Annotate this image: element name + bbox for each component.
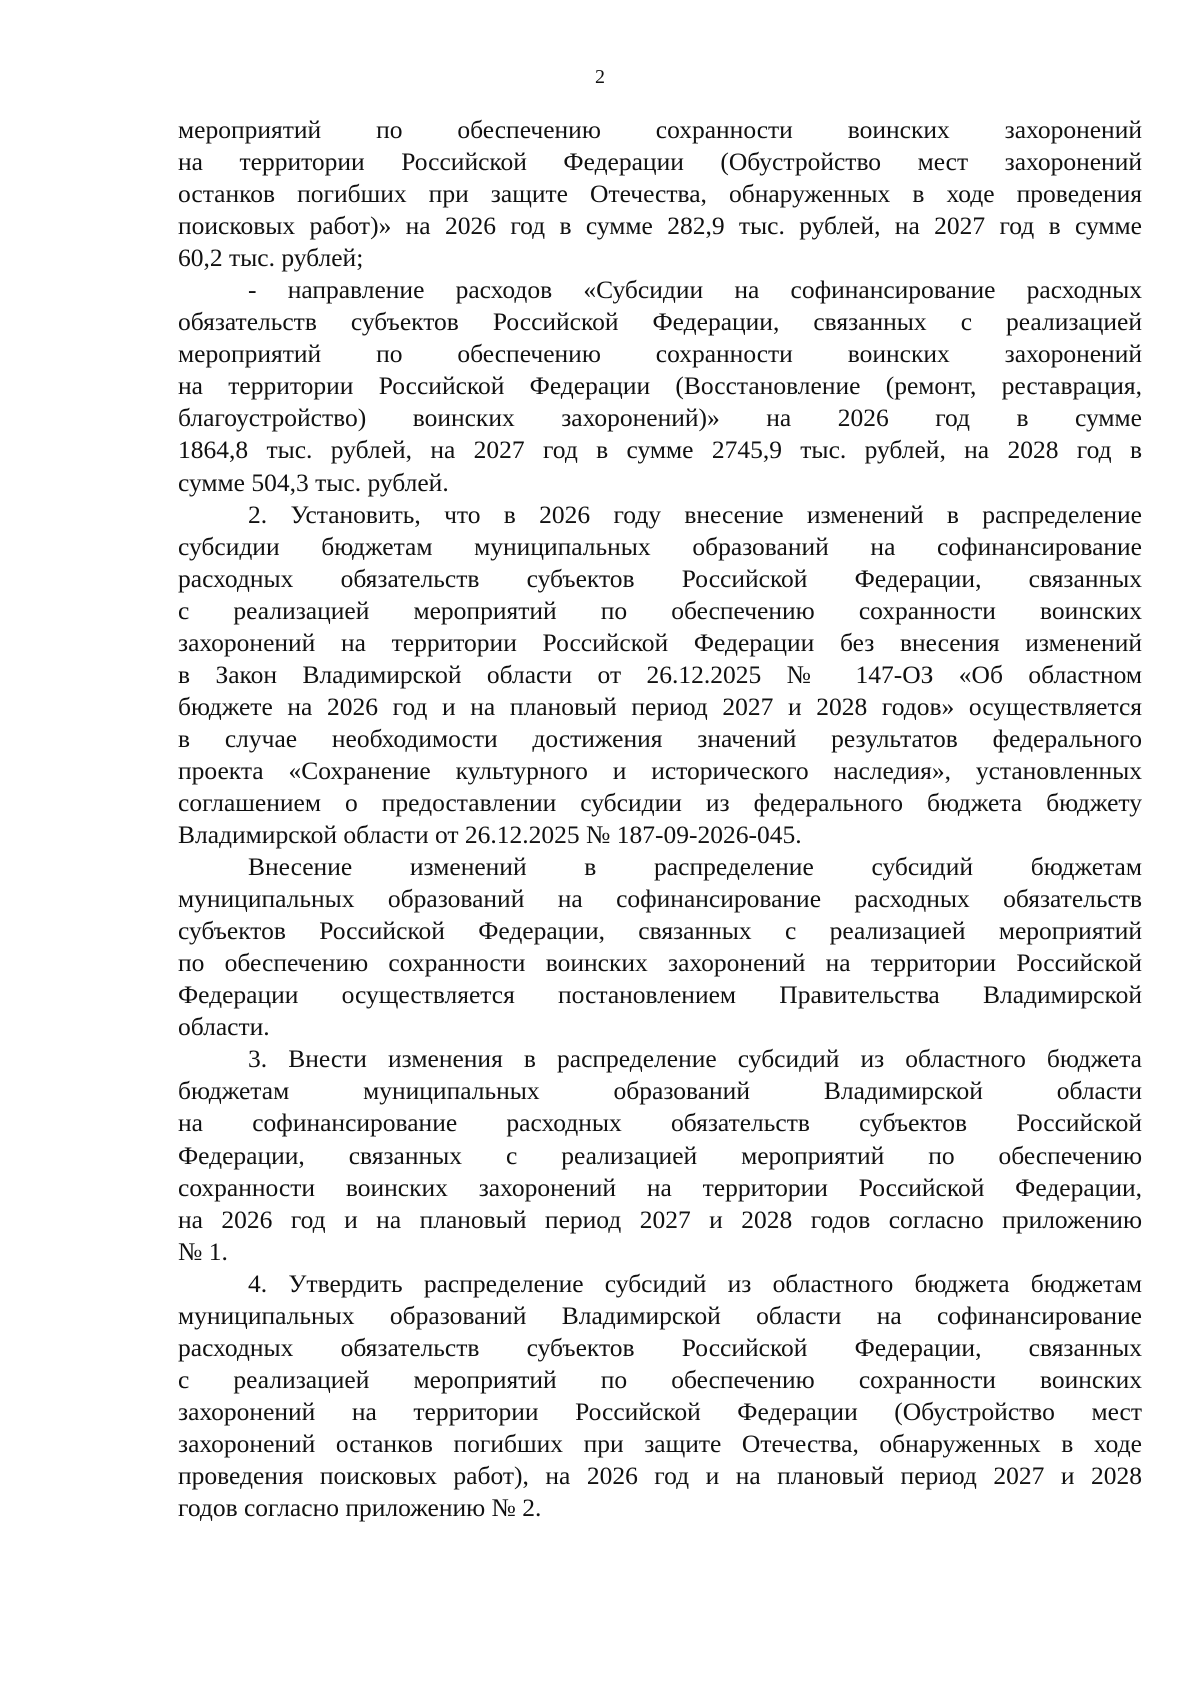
text-line: на софинансирование расходных обязательств субъектов Российской: [178, 1108, 1142, 1138]
text-line: 2. Установить, что в 2026 году внесение изменений в распределение: [248, 499, 1142, 529]
text-line: мероприятий по обеспечению сохранности воинских захоронений: [178, 339, 1142, 369]
document-body: [178, 114, 1142, 1524]
text-line: годов согласно приложению № 2.: [178, 1493, 542, 1523]
text-line: мероприятий по обеспечению сохранности воинских захоронений: [178, 115, 1142, 144]
text-line: в случае необходимости достижения значений результатов федерального: [178, 723, 1142, 753]
text-line: на территории Российской Федерации (Восстановление (ремонт, реставрация,: [178, 371, 1142, 401]
text-line: субъектов Российской Федерации, связанных с реализацией мероприятий: [178, 916, 1142, 946]
text-line: Владимирской области от 26.12.2025 № 187-09-2026-045.: [178, 820, 802, 850]
text-line: в Закон Владимирской области от 26.12.2025 № 147-ОЗ «Об областном: [178, 659, 1142, 689]
text-line: № 1.: [178, 1236, 228, 1266]
text-line: проекта «Сохранение культурного и исторического наследия», установленных: [178, 755, 1142, 785]
text-line: расходных обязательств субъектов Российской Федерации, связанных: [178, 1332, 1142, 1362]
text-line: захоронений на территории Российской Федерации без внесения изменений: [178, 627, 1142, 657]
text-line: соглашением о предоставлении субсидии из федерального бюджета бюджету: [178, 787, 1142, 817]
text-line: с реализацией мероприятий по обеспечению сохранности воинских: [178, 1364, 1142, 1394]
text-line: сохранности воинских захоронений на территории Российской Федерации,: [178, 1172, 1142, 1202]
text-line: 1864,8 тыс. рублей, на 2027 год в сумме 2745,9 тыс. рублей, на 2028 год в: [178, 435, 1142, 465]
text-line: Федерации осуществляется постановлением Правительства Владимирской: [178, 980, 1142, 1010]
text-line: Федерации, связанных с реализацией мероприятий по обеспечению: [178, 1140, 1142, 1170]
text-line: обязательств субъектов Российской Федерации, связанных с реализацией: [178, 307, 1142, 337]
text-line: бюджете на 2026 год и на плановый период 2027 и 2028 годов» осуществляется: [178, 691, 1142, 721]
text-line: с реализацией мероприятий по обеспечению сохранности воинских: [178, 595, 1142, 625]
paragraph-item-2-amendments: [178, 851, 1142, 1043]
text-line: благоустройство) воинских захоронений)» на 2026 год в сумме: [178, 403, 1142, 433]
text-line: проведения поисковых работ), на 2026 год и на плановый период 2027 и 2028: [178, 1460, 1142, 1490]
text-line: муниципальных образований на софинансирование расходных обязательств: [178, 884, 1142, 914]
text-line: бюджетам муниципальных образований Владимирской области: [178, 1076, 1142, 1106]
paragraph-continuation: [178, 114, 1142, 274]
paragraph-item-4: [178, 1268, 1142, 1524]
text-line: 3. Внести изменения в распределение субсидий из областного бюджета: [248, 1044, 1142, 1074]
text-line: - направление расходов «Субсидии на софинансирование расходных: [248, 275, 1142, 305]
text-line: сумме 504,3 тыс. рублей.: [178, 467, 449, 497]
text-line: поисковых работ)» на 2026 год в сумме 282,9 тыс. рублей, на 2027 год в сумме: [178, 211, 1142, 241]
text-line: 4. Утвердить распределение субсидий из областного бюджета бюджетам: [248, 1268, 1142, 1298]
text-line: на территории Российской Федерации (Обустройство мест захоронений: [178, 147, 1142, 177]
text-line: захоронений останков погибших при защите Отечества, обнаруженных в ходе: [178, 1428, 1142, 1458]
text-line: области.: [178, 1012, 270, 1042]
paragraph-restoration-subsidy: [178, 274, 1142, 498]
text-line: захоронений на территории Российской Федерации (Обустройство мест: [178, 1396, 1142, 1426]
text-line: Внесение изменений в распределение субсидий бюджетам: [248, 852, 1142, 882]
paragraph-item-2: [178, 499, 1142, 852]
text-line: расходных обязательств субъектов Российской Федерации, связанных: [178, 563, 1142, 593]
paragraph-item-3: [178, 1043, 1142, 1267]
page-number: 2: [595, 66, 605, 88]
text-line: 60,2 тыс. рублей;: [178, 243, 364, 273]
text-line: муниципальных образований Владимирской области на софинансирование: [178, 1300, 1142, 1330]
text-line: на 2026 год и на плановый период 2027 и 2028 годов согласно приложению: [178, 1204, 1142, 1234]
text-line: субсидии бюджетам муниципальных образований на софинансирование: [178, 531, 1142, 561]
text-line: по обеспечению сохранности воинских захоронений на территории Российской: [178, 948, 1142, 978]
text-line: останков погибших при защите Отечества, обнаруженных в ходе проведения: [178, 179, 1142, 209]
